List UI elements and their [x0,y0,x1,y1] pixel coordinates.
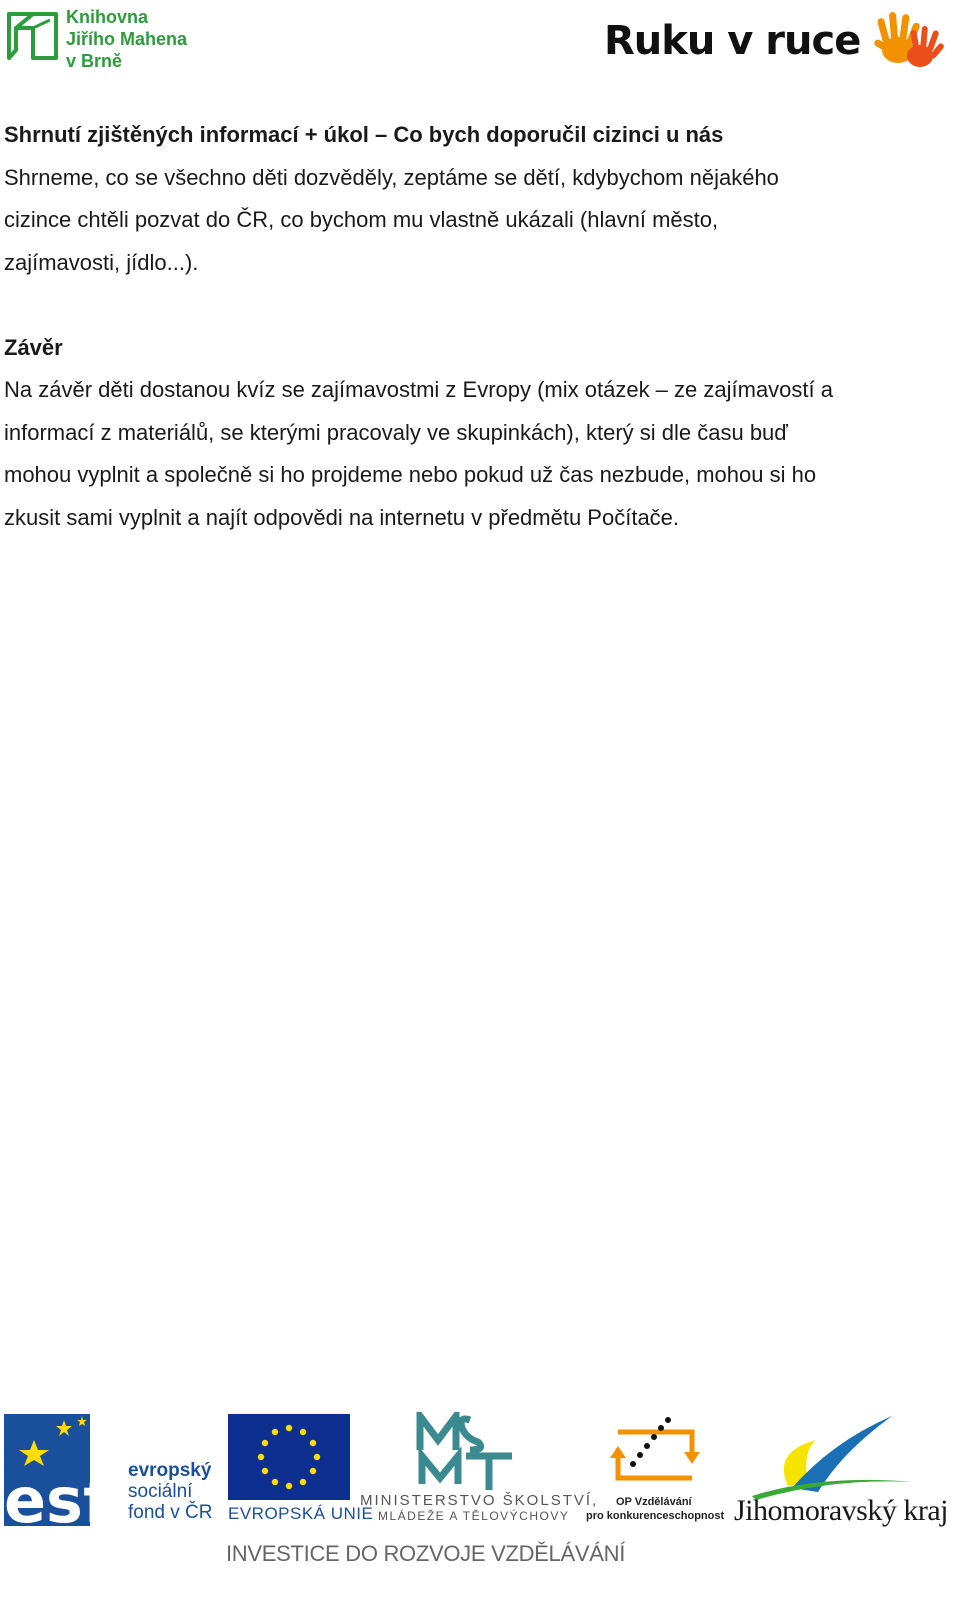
esf-label [128,1460,212,1523]
project-logo-text: Ruku v ruce [604,18,861,64]
project-logo [604,8,946,74]
esf-line-3: fond v ČR [128,1502,213,1523]
library-logo-line-3: v Brně [66,51,123,71]
region-name: Jihomoravský kraj [734,1494,948,1527]
conclusion-line-2: informací z materiálů, se kterými pracovaly ve skupinkách), který si dle času buď [4,419,788,445]
eu-flag-icon [228,1414,350,1500]
hands-icon [868,8,946,74]
op-line-2: pro konkurenceschopnost [586,1510,725,1522]
eu-label: EVROPSKÁ UNIE [228,1504,374,1523]
esf-line-2: sociální [128,1481,193,1502]
svg-text:esf: esf [4,1464,110,1526]
section-heading-summary: Shrnutí zjištěných informací + úkol – Co bych doporučil cizinci u nás [4,122,724,147]
op-line-1: OP Vzdělávání [616,1496,692,1508]
conclusion-line-3: mohou vyplnit a společně si ho projdeme nebo pokud už čas nezbude, mohou si ho [4,462,817,487]
summary-line-3: zajímavosti, jídlo...). [4,249,199,275]
library-logo-line-2: Jiřího Mahena [66,29,188,49]
op-logo-icon [604,1414,704,1500]
document-body [4,114,944,539]
summary-line-2: cizince chtěli pozvat do ČR, co bychom mu vlastně ukázali (hlavní město, [4,207,719,232]
esf-line-1: evropský [128,1460,212,1481]
msmt-line-1: MINISTERSTVO ŠKOLSTVÍ, [360,1492,599,1509]
conclusion-line-1: Na závěr děti dostanou kvíz se zajímavostmi z Evropy (mix otázek – ze zajímavostí a [4,377,833,402]
conclusion-line-4: zkusit sami vyplnit a najít odpovědi na internetu v předmětu Počítače. [4,504,680,530]
summary-line-1: Shrneme, co se všechno děti dozvěděly, zeptáme se dětí, kdybychom nějakého [4,164,779,190]
library-logo [6,6,187,72]
library-logo-line-1: Knihovna [66,7,149,27]
section-heading-conclusion: Závěr [4,334,63,360]
investment-tagline: INVESTICE DO ROZVOJE VZDĚLÁVÁNÍ [226,1541,626,1566]
msmt-line-2: MLÁDEŽE A TĚLOVÝCHOVY [378,1509,570,1523]
kjm-book-icon [6,6,60,64]
region-logo-icon [732,1412,912,1502]
